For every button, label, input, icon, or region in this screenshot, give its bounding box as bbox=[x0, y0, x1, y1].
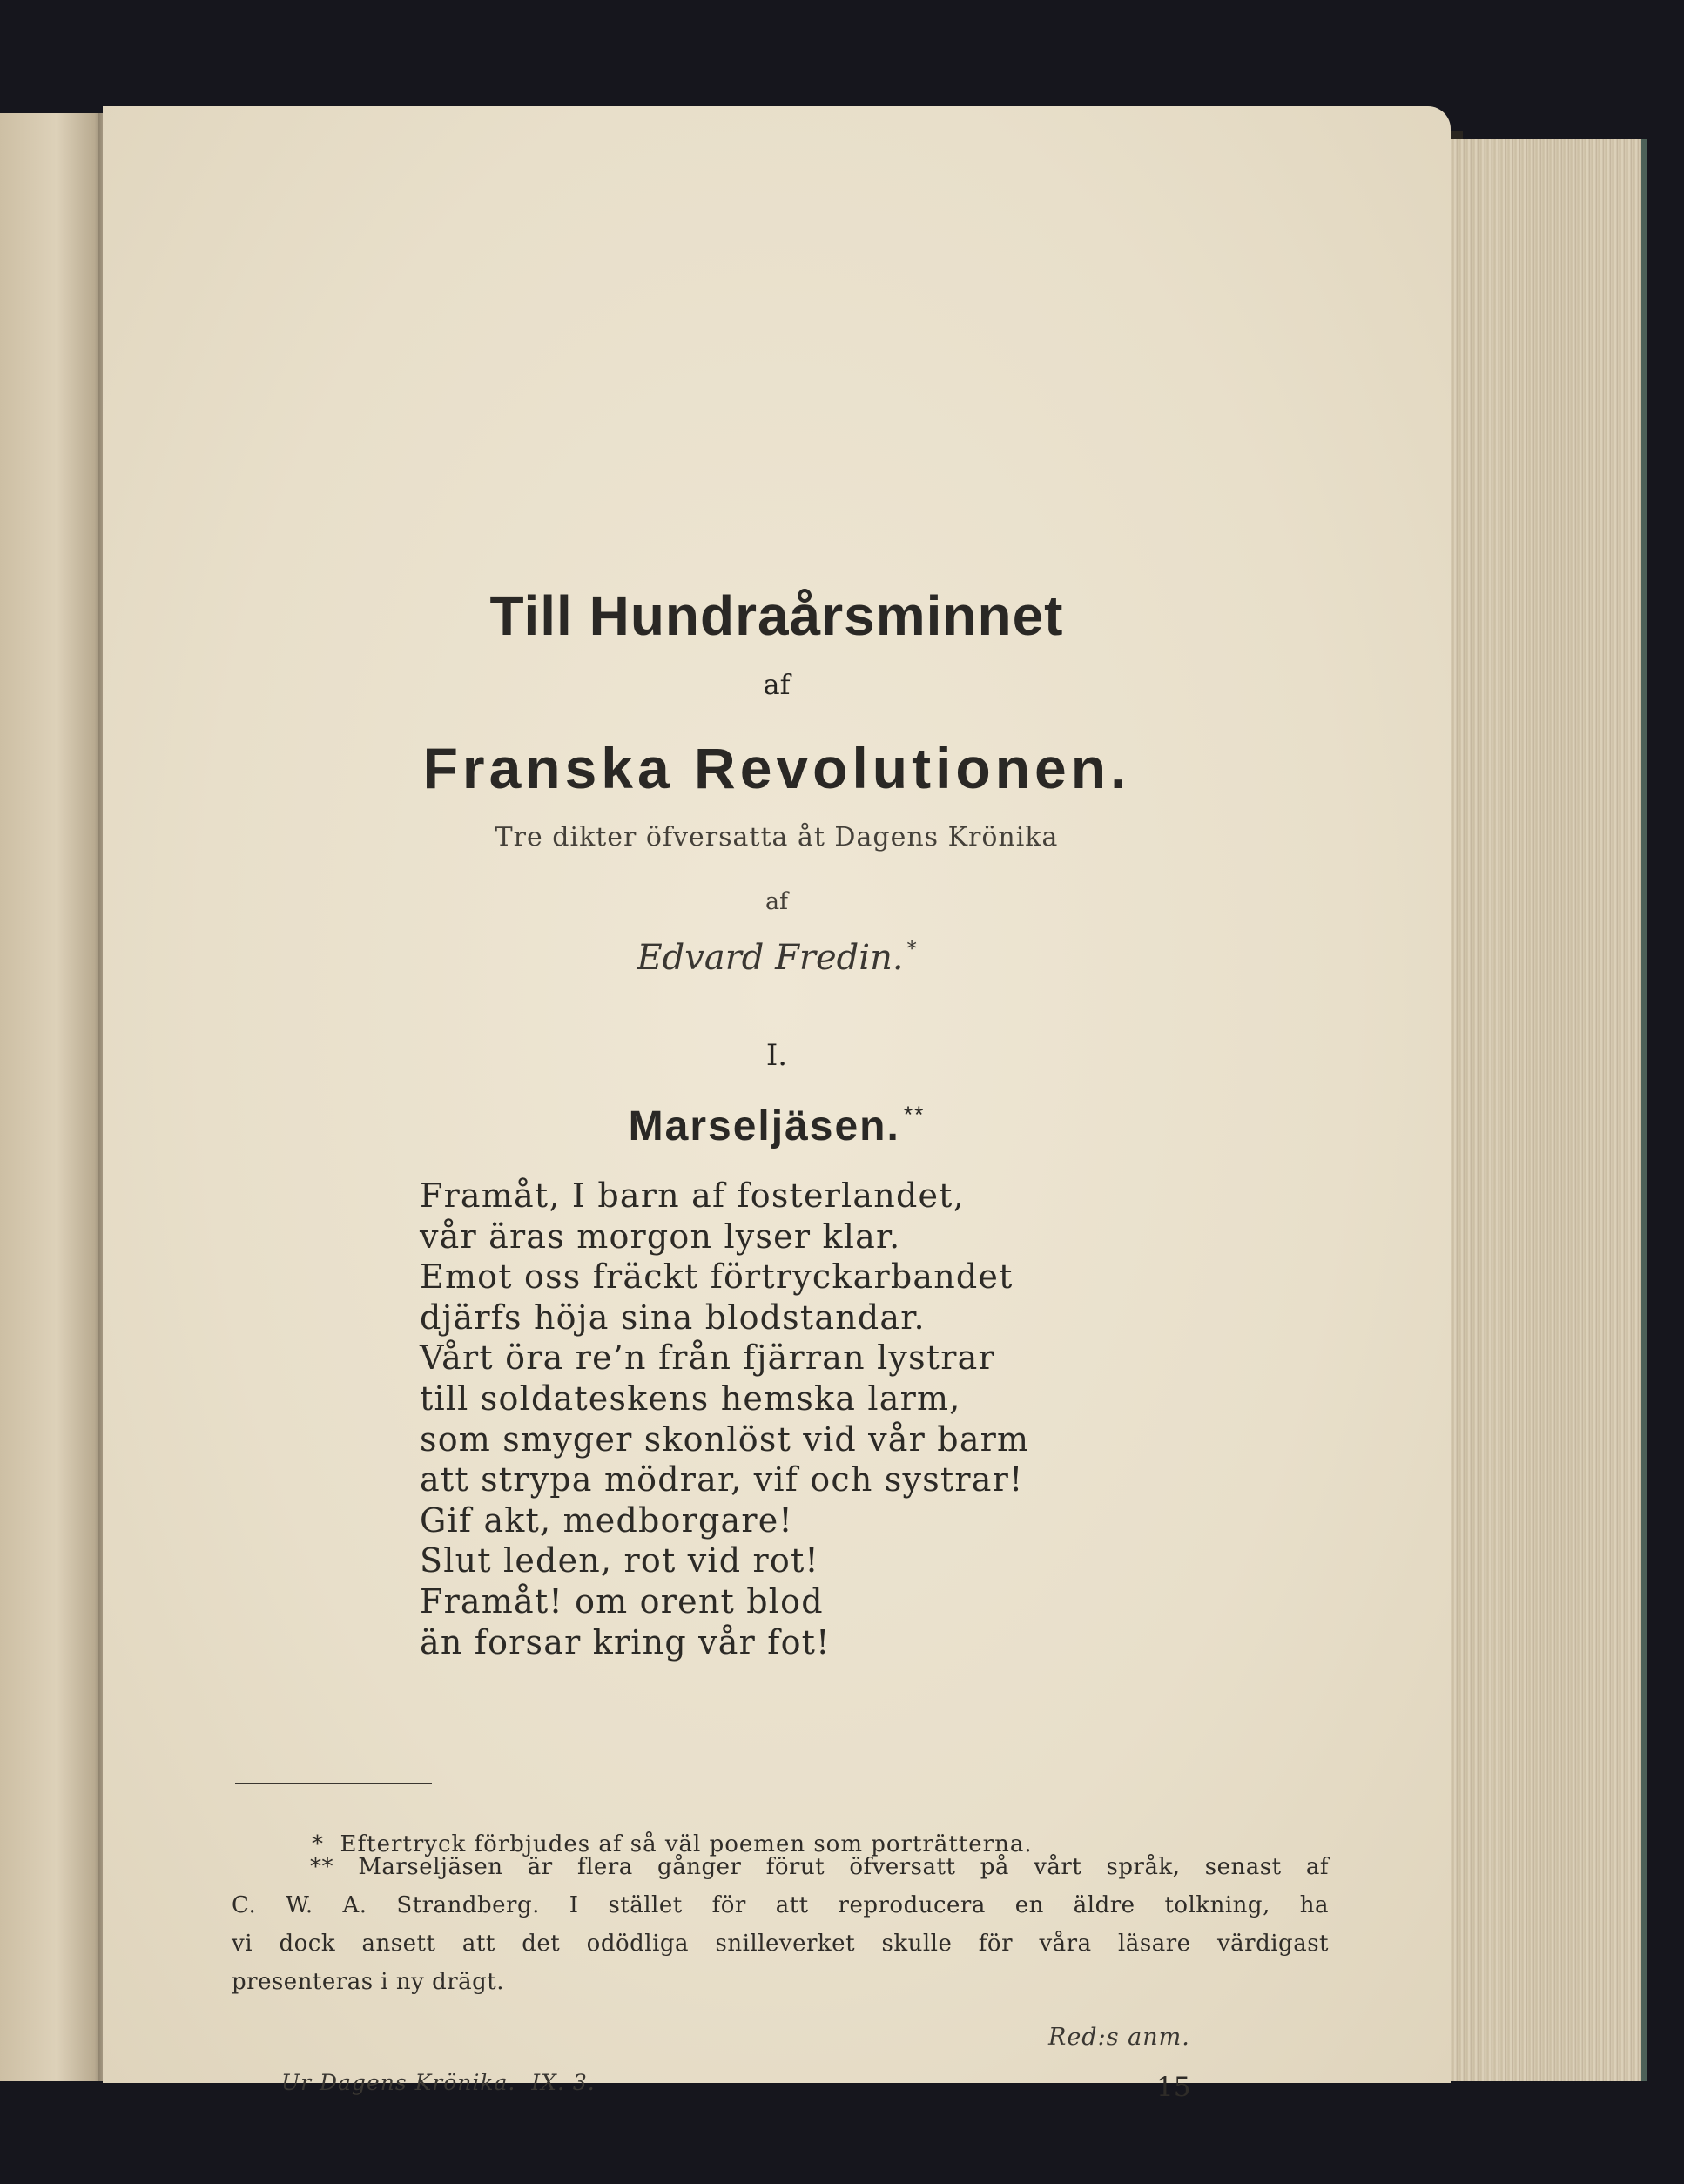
poem-line: till soldateskens hemska larm, bbox=[420, 1378, 961, 1418]
poem-line: Vårt öra re’n från fjärran lystrar bbox=[420, 1338, 995, 1378]
footnote-divider bbox=[235, 1783, 432, 1784]
title-line-1: Till Hundraårsminnet bbox=[489, 584, 1064, 647]
poem-line: som smyger skonlöst vid vår barm bbox=[420, 1419, 1030, 1459]
footnote-1-mark: * bbox=[312, 1831, 324, 1857]
author-line bbox=[103, 938, 1451, 978]
footnote-2-text: Marseljäsen är flera gånger förut öfversatt på vårt språk, senast af bbox=[358, 1854, 1329, 1880]
page-block-edges bbox=[1437, 139, 1647, 2081]
footnote-1-text: Eftertryck förbjudes af så väl poemen som porträtterna. bbox=[340, 1831, 1033, 1857]
poem-line: än forsar kring vår fot! bbox=[420, 1622, 831, 1662]
footnote-2-line-2: C. W. A. Strandberg. I stället för att reproducera en äldre tolkning, ha bbox=[232, 1892, 1329, 1918]
footnote-2-line-3: vi dock ansett att det odödliga snilleverket skulle för våra läsare värdigast bbox=[232, 1931, 1329, 1957]
footnote-2-line-1 bbox=[232, 1848, 1329, 1886]
poem-line: Framåt! om orent blod bbox=[420, 1581, 824, 1621]
poem-line: Slut leden, rot vid rot! bbox=[420, 1541, 819, 1581]
poem-line: Emot oss fräckt förtryckarbandet bbox=[420, 1257, 1014, 1297]
poem-numeral: I. bbox=[765, 1038, 788, 1073]
author-name: Edvard Fredin. bbox=[637, 938, 904, 978]
book-page bbox=[103, 106, 1451, 2103]
running-footer bbox=[281, 2070, 596, 2095]
title-line-2: Franska Revolutionen. bbox=[422, 736, 1131, 800]
poem-line: Gif akt, medborgare! bbox=[420, 1500, 793, 1540]
footnote-2-mark: ** bbox=[310, 1854, 333, 1880]
poem-line: att strypa mödrar, vif och systrar! bbox=[420, 1460, 1024, 1500]
footer-volume: IX. 3. bbox=[531, 2070, 596, 2095]
poem-title-text: Marseljäsen. bbox=[628, 1102, 900, 1149]
poem-footnote-mark: ** bbox=[903, 1102, 926, 1128]
left-page-edge bbox=[0, 113, 103, 2081]
footer-publication: Ur Dagens Krönika. bbox=[281, 2070, 516, 2095]
footnote-2-line-4: presenteras i ny drägt. bbox=[232, 1969, 505, 1995]
poem-line: vår äras morgon lyser klar. bbox=[420, 1217, 901, 1256]
footnote-2 bbox=[232, 1848, 1329, 2001]
subtitle: Tre dikter öfversatta åt Dagens Krönika bbox=[495, 822, 1059, 853]
poem-title bbox=[103, 1102, 1451, 1150]
poem-line: djärfs höja sina blodstandar. bbox=[420, 1298, 926, 1337]
af-connector-1: af bbox=[763, 668, 791, 701]
page-number: 15 bbox=[1156, 2072, 1191, 2103]
poem-line: Framåt, I barn af fosterlandet, bbox=[420, 1176, 965, 1215]
editor-note: Red:s anm. bbox=[1048, 2024, 1190, 2051]
af-connector-2: af bbox=[765, 888, 789, 915]
poem-stanza bbox=[420, 1176, 1029, 1662]
author-footnote-mark: * bbox=[906, 938, 917, 961]
